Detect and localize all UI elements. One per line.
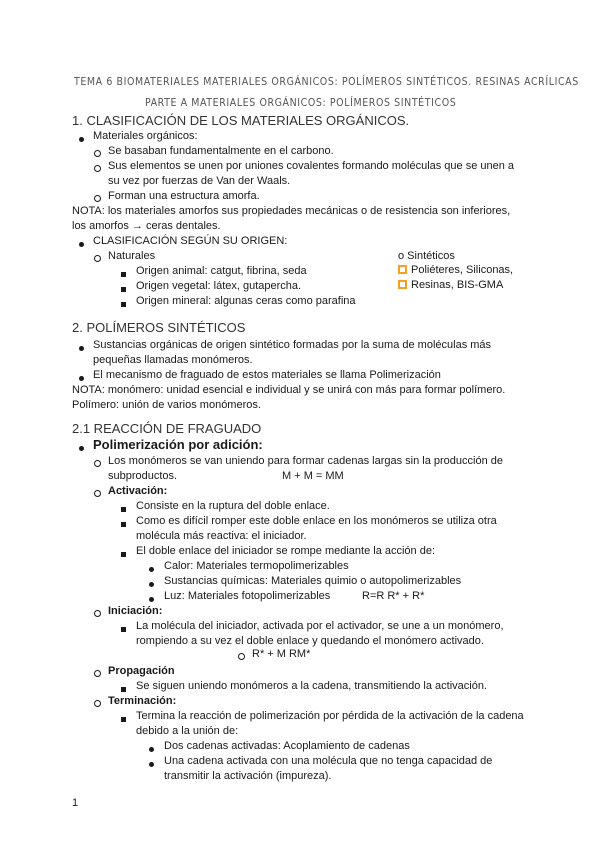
bullet-dot	[79, 238, 84, 250]
formula: R=R R* + R*	[362, 590, 425, 602]
list-item: Se siguen uniendo monómeros a la cadena, transmitiendo la activación.	[136, 680, 487, 692]
activacion-heading: Activación:	[108, 485, 168, 497]
bullet-ring	[94, 163, 101, 175]
document-subtitle: PARTE A MATERIALES ORGÁNICOS: POLÍMEROS SINTÉTICOS	[145, 97, 457, 109]
list-item: Se basaban fundamentalmente en el carbono.	[108, 145, 334, 157]
list-item: Termina la reacción de polimerización por pérdida de la activación de la cadena	[136, 710, 524, 722]
list-item: Calor: Materiales termopolimerizables	[164, 560, 349, 572]
section-2-1-heading: 2.1 REACCIÓN DE FRAGUADO	[72, 421, 262, 436]
materiales-organicos-item: Materiales orgánicos:	[93, 130, 198, 142]
checkbox-icon	[398, 280, 407, 289]
section-2-heading: 2. POLÍMEROS SINTÉTICOS	[72, 320, 246, 335]
bullet-ring	[94, 698, 101, 710]
list-item: Sustancias orgánicas de origen sintético formadas por la suma de moléculas más	[93, 339, 492, 351]
list-item-continued: debido a la unión de:	[136, 725, 239, 737]
list-item: Origen animal: catgut, fibrina, seda	[136, 265, 307, 277]
sinteticos-item: Poliéteres, Siliconas,	[398, 264, 513, 276]
sinteticos-label: o Sintéticos	[398, 250, 455, 262]
bullet-dot	[79, 372, 84, 384]
bullet-square	[121, 268, 126, 280]
propagacion-heading: Propagación	[108, 665, 175, 677]
list-item-continued: pequeñas llamadas monómeros.	[93, 354, 253, 366]
list-item-continued: su vez por fuerzas de Van der Waals.	[108, 175, 291, 187]
bullet-dot	[79, 342, 84, 354]
bullet-square	[121, 713, 126, 725]
bullet-square	[121, 548, 126, 560]
list-item: Como es difícil romper este doble enlace en los monómeros se utiliza otra	[136, 515, 497, 527]
formula: M + M = MM	[282, 470, 344, 482]
naturales-label: Naturales	[108, 250, 156, 262]
bullet-ring	[94, 148, 101, 160]
formula: R* + M RM*	[252, 648, 311, 660]
iniciacion-heading: Iniciación:	[108, 605, 163, 617]
bullet-dot	[149, 593, 154, 605]
bullet-ring	[94, 193, 101, 205]
bullet-ring	[94, 668, 101, 680]
bullet-square	[121, 623, 126, 635]
bullet-square	[121, 298, 126, 310]
document-title: TEMA 6 BIOMATERIALES MATERIALES ORGÁNICOS: POLÍMEROS SINTÉTICOS. RESINAS ACRÍLICAS	[74, 76, 579, 88]
bullet-ring	[94, 608, 101, 620]
bullet-ring	[94, 488, 101, 500]
bullet-dot	[79, 442, 84, 454]
bullet-dot	[149, 578, 154, 590]
nota-text: NOTA: los materiales amorfos sus propiedades mecánicas o de resistencia son inferiores,	[72, 205, 511, 217]
list-item-continued: rompiendo a su vez el doble enlace y quedando el monómero activado.	[136, 635, 484, 647]
polimerizacion-heading: Polimerización por adición:	[93, 437, 263, 452]
bullet-square	[121, 503, 126, 515]
list-item: El doble enlace del iniciador se rompe mediante la acción de:	[136, 545, 436, 557]
list-item-continued: transmitir la activación (impureza).	[164, 770, 332, 782]
bullet-dot	[149, 563, 154, 575]
list-item-continued: subproductos.	[108, 470, 178, 482]
checkbox-icon	[398, 265, 407, 274]
list-item: Consiste en la ruptura del doble enlace.	[136, 500, 330, 512]
page-number: 1	[72, 797, 79, 809]
list-item: Luz: Materiales fotopolimerizables	[164, 590, 331, 602]
bullet-square	[121, 683, 126, 695]
bullet-dot	[79, 133, 84, 145]
bullet-ring	[94, 458, 101, 470]
list-item: El mecanismo de fraguado de estos materiales se llama Polimerización	[93, 369, 441, 381]
section-1-heading: 1. CLASIFICACIÓN DE LOS MATERIALES ORGÁNICOS.	[72, 113, 410, 128]
nota-text-continued: los amorfos → ceras dentales.	[72, 220, 221, 232]
list-item: Una cadena activada con una molécula que no tenga capacidad de	[164, 755, 493, 767]
bullet-ring	[94, 253, 101, 265]
list-item: Sus elementos se unen por uniones covalentes formando moléculas que se unen a	[108, 160, 515, 172]
clasificacion-item: CLASIFICACIÓN SEGÚN SU ORIGEN:	[93, 235, 288, 247]
list-item: Origen mineral: algunas ceras como parafina	[136, 295, 356, 307]
sinteticos-item: Resinas, BIS-GMA	[398, 279, 503, 291]
bullet-dot	[149, 743, 154, 755]
list-item: Sustancias químicas: Materiales quimio o autopolimerizables	[164, 575, 462, 587]
list-item-continued: molécula más reactiva: el iniciador.	[136, 530, 307, 542]
bullet-ring	[238, 651, 245, 663]
list-item: Dos cadenas activadas: Acoplamiento de cadenas	[164, 740, 410, 752]
nota-text: Polímero: unión de varios monómeros.	[72, 399, 261, 411]
list-item: Los monómeros se van uniendo para formar cadenas largas sin la producción de	[108, 455, 504, 467]
terminacion-heading: Terminación:	[108, 695, 177, 707]
list-item: Forman una estructura amorfa.	[108, 190, 260, 202]
bullet-square	[121, 518, 126, 530]
bullet-dot	[149, 758, 154, 770]
list-item: Origen vegetal: látex, gutapercha.	[136, 280, 302, 292]
nota-text: NOTA: monómero: unidad esencial e individual y se unirá con más para formar polímero.	[72, 384, 506, 396]
bullet-square	[121, 283, 126, 295]
list-item: La molécula del iniciador, activada por el activador, se une a un monómero,	[136, 620, 504, 632]
